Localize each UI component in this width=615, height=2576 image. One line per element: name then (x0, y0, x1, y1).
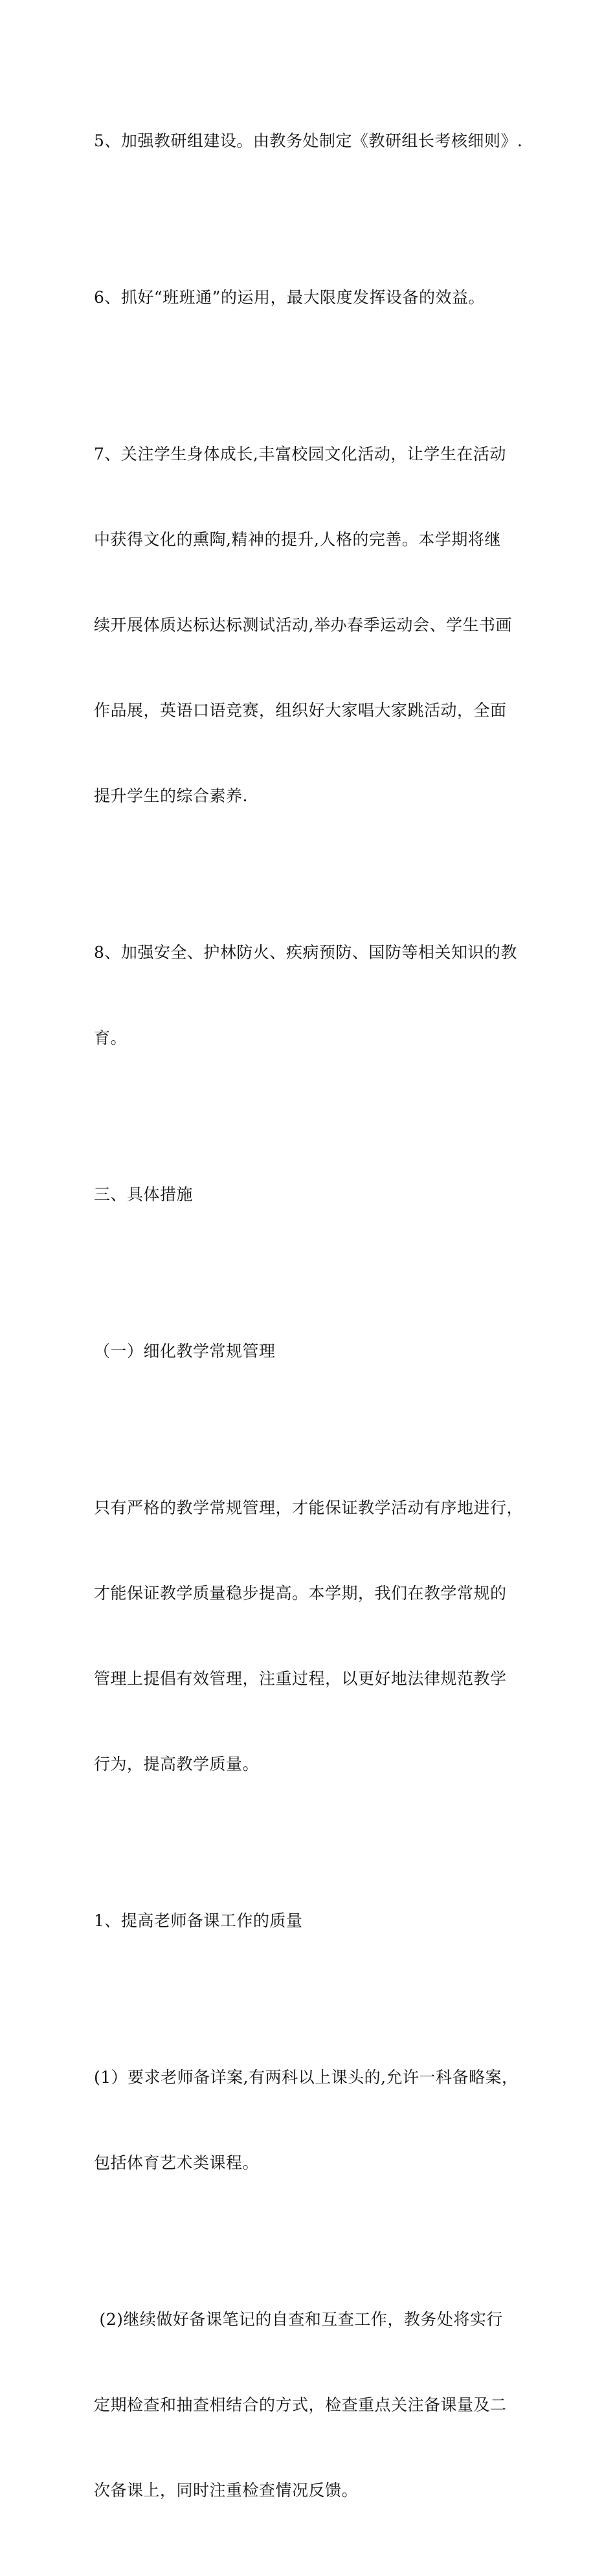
text-line: 只有严格的教学常规管理，才能保证教学活动有序地进行， (94, 1498, 524, 1517)
text-line: 提升学生的综合素养. (94, 786, 248, 805)
paragraph-item-6 (94, 227, 528, 369)
text-line: 7、关注学生身体成长,丰富校园文化活动，让学生在活动 (94, 445, 506, 463)
text-line: 6、抓好“班班通”的运用，最大限度发挥设备的效益。 (94, 288, 485, 307)
item-heading-lesson-preparation (94, 1850, 528, 1992)
text-line: 才能保证教学质量稳步提高。本学期，我们在教学常规的 (94, 1584, 507, 1603)
text-line: 作品展，英语口语竞赛，组织好大家唱大家跳活动，全面 (94, 701, 507, 720)
text-line: 行为，提高教学质量。 (94, 1755, 260, 1773)
text-line: 定期检查和抽查相结合的方式，检查重点关注备课量及二 (94, 2395, 507, 2414)
paragraph-subitem-2 (94, 2248, 528, 2562)
paragraph-item-5 (94, 70, 528, 212)
paragraph-item-7 (94, 383, 528, 867)
section-heading-measures (94, 1124, 528, 1266)
text-line: 5、加强教研组建设。由教务处制定《教研组长考核细则》. (94, 131, 523, 150)
text-line: (1）要求老师备详案,有两科以上课头的,允许一科备略案， (94, 2068, 519, 2087)
paragraph-subitem-1 (94, 2006, 528, 2234)
text-line: 管理上提倡有效管理，注重过程，以更好地法律规范教学 (94, 1669, 507, 1688)
paragraph-routine-management (94, 1437, 528, 1836)
text-line: （一）细化教学常规管理 (94, 1342, 276, 1360)
text-line: 8、加强安全、护林防火、疾病预防、国防等相关知识的教 (94, 943, 517, 962)
text-line: 育。 (94, 1028, 128, 1047)
text-line: 三、具体措施 (94, 1185, 194, 1204)
subsection-heading-routine-management (94, 1280, 528, 1423)
text-line: 续开展体质达标达标测试活动,举办春季运动会、学生书画 (94, 616, 512, 634)
text-line: (2)继续做好备课笔记的自查和互查工作，教务处将实行 (94, 2310, 503, 2329)
text-line: 次备课上，同时注重检查情况反馈。 (94, 2481, 359, 2500)
text-line: 中获得文化的熏陶,精神的提升,人格的完善。本学期将继 (94, 530, 501, 549)
document-body (94, 70, 528, 2576)
text-line: 1、提高老师备课工作的质量 (94, 1911, 303, 1930)
text-line: 包括体育艺术类课程。 (94, 2153, 260, 2172)
paragraph-item-8 (94, 882, 528, 1109)
